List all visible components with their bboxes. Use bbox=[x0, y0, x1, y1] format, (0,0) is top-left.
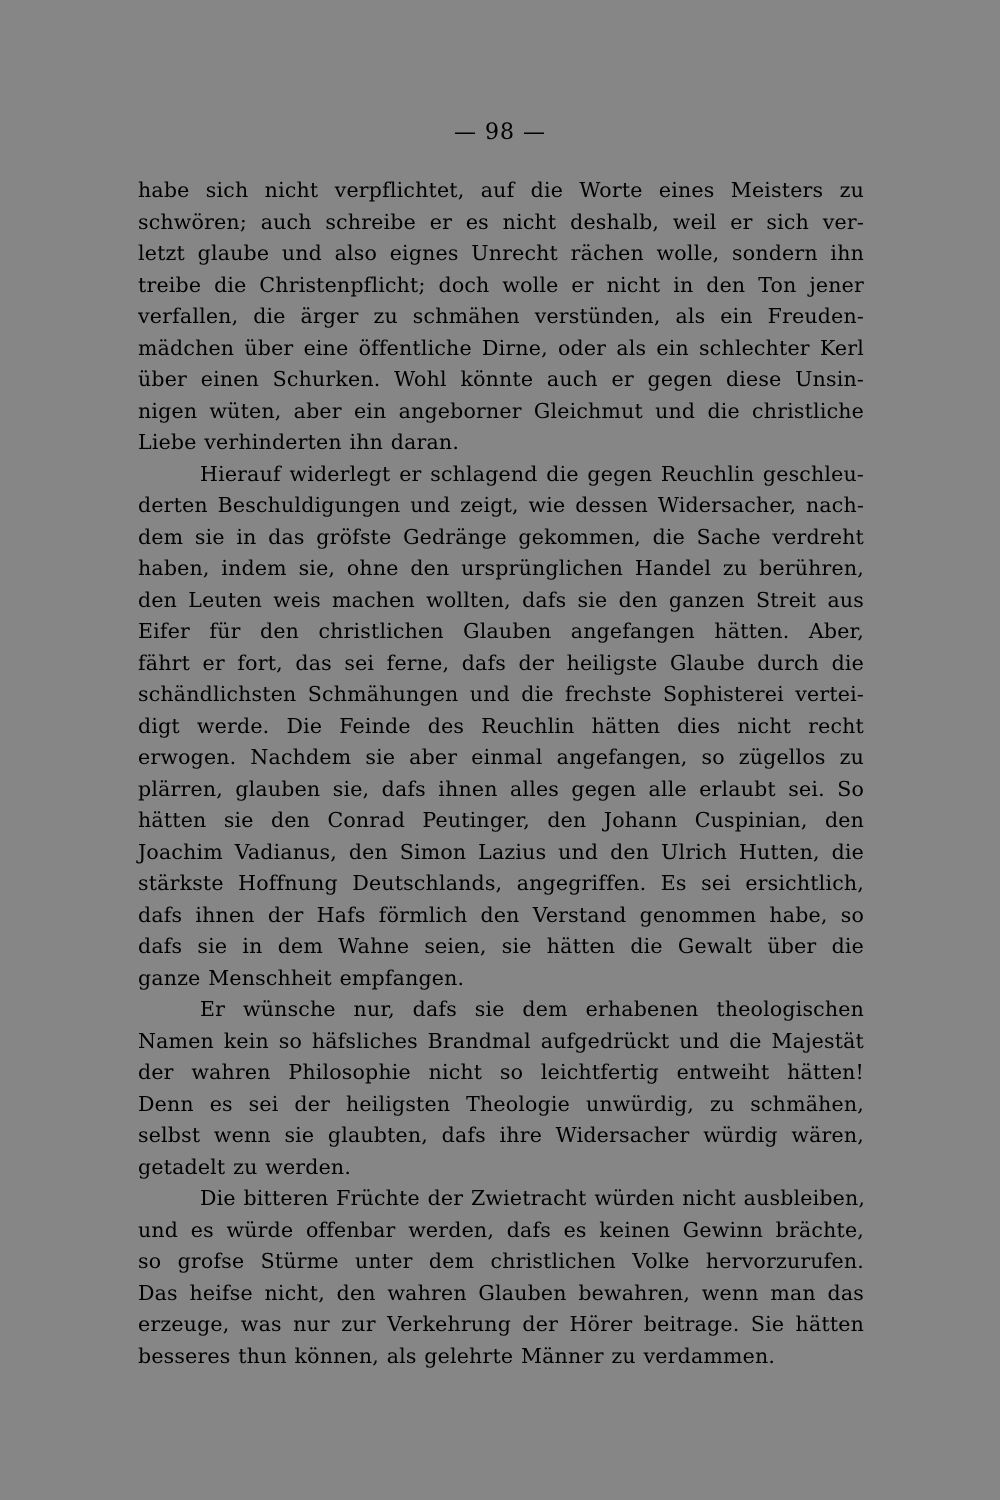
page-number: — 98 — bbox=[454, 120, 546, 145]
text-line: selbst wenn sie glaubten, dafs ihre Widersacher würdig wären, bbox=[138, 1123, 864, 1147]
text-line: dem sie in das gröfste Gedränge gekommen, die Sache verdreht bbox=[138, 524, 864, 549]
text-line: treibe die Christenpflicht; doch wolle er nicht in den Ton jener bbox=[138, 272, 864, 297]
body-text bbox=[138, 175, 864, 1372]
text-line: Liebe verhinderten ihn daran. bbox=[138, 430, 460, 454]
text-line: Namen kein so häfsliches Brandmal aufgedrückt und die Majestät bbox=[138, 1028, 864, 1053]
text-line: ganze Menschheit empfangen. bbox=[138, 965, 465, 990]
text-line: nigen wüten, aber ein angeborner Gleichmut und die christliche bbox=[138, 398, 864, 423]
text-line: so grofse Stürme unter dem christlichen Volke hervorzurufen. bbox=[138, 1249, 864, 1273]
text-line: hätten sie den Conrad Peutinger, den Johann Cuspinian, den bbox=[138, 808, 864, 832]
text-line: Das heifse nicht, den wahren Glauben bewahren, wenn man das bbox=[138, 1280, 864, 1305]
text-line: digt werde. Die Feinde des Reuchlin hätten dies nicht recht bbox=[138, 713, 864, 738]
text-line: erwogen. Nachdem sie aber einmal angefangen, so zügellos zu bbox=[138, 745, 864, 769]
text-line: verfallen, die ärger zu schmähen verstünden, als ein Freuden- bbox=[138, 304, 864, 328]
text-line: und es würde offenbar werden, dafs es keinen Gewinn brächte, bbox=[138, 1217, 864, 1242]
text-line: haben, indem sie, ohne den ursprünglichen Handel zu berühren, bbox=[138, 556, 864, 580]
text-line: Denn es sei der heiligsten Theologie unwürdig, zu schmähen, bbox=[138, 1091, 864, 1116]
text-line: Joachim Vadianus, den Simon Lazius und den Ulrich Hutten, die bbox=[138, 839, 864, 864]
text-line: stärkste Hoffnung Deutschlands, angegriffen. Es sei ersichtlich, bbox=[138, 871, 864, 895]
text-line: erzeuge, was nur zur Verkehrung der Hörer beitrage. Sie hätten bbox=[138, 1312, 864, 1336]
text-line: Eifer für den christlichen Glauben angefangen hätten. Aber, bbox=[138, 619, 864, 643]
paragraph-start-line: Die bitteren Früchte der Zwietracht würden nicht ausbleiben, bbox=[200, 1186, 866, 1210]
text-line: über einen Schurken. Wohl könnte auch er gegen diese Unsin- bbox=[138, 367, 864, 391]
text-line: letzt glaube und also eignes Unrecht rächen wolle, sondern ihn bbox=[138, 241, 864, 265]
text-line: schwören; auch schreibe er es nicht deshalb, weil er sich ver- bbox=[138, 209, 864, 234]
text-line: getadelt zu werden. bbox=[138, 1154, 352, 1179]
text-line: der wahren Philosophie nicht so leichtfertig entweiht hätten! bbox=[138, 1060, 864, 1084]
text-line: den Leuten weis machen wollten, dafs sie den ganzen Streit aus bbox=[138, 587, 864, 612]
text-line: mädchen über eine öffentliche Dirne, oder als ein schlechter Kerl bbox=[138, 335, 864, 360]
text-line: schändlichsten Schmähungen und die frechste Sophisterei vertei- bbox=[138, 682, 864, 706]
text-line: derten Beschuldigungen und zeigt, wie dessen Widersacher, nach- bbox=[138, 493, 864, 517]
text-line: habe sich nicht verpflichtet, auf die Worte eines Meisters zu bbox=[138, 178, 864, 202]
text-line: fährt er fort, das sei ferne, dafs der heiligste Glaube durch die bbox=[138, 650, 864, 675]
text-line: besseres thun können, als gelehrte Männer zu verdammen. bbox=[138, 1343, 776, 1368]
text-line: plärren, glauben sie, dafs ihnen alles gegen alle erlaubt sei. So bbox=[138, 776, 864, 801]
text-line: dafs ihnen der Hafs förmlich den Verstand genommen habe, so bbox=[138, 902, 864, 927]
text-line: dafs sie in dem Wahne seien, sie hätten die Gewalt über die bbox=[138, 934, 864, 958]
paragraph-start-line: Hierauf widerlegt er schlagend die gegen Reuchlin geschleu- bbox=[200, 461, 864, 486]
paragraph-start-line: Er wünsche nur, dafs sie dem erhabenen theologischen bbox=[200, 997, 864, 1021]
